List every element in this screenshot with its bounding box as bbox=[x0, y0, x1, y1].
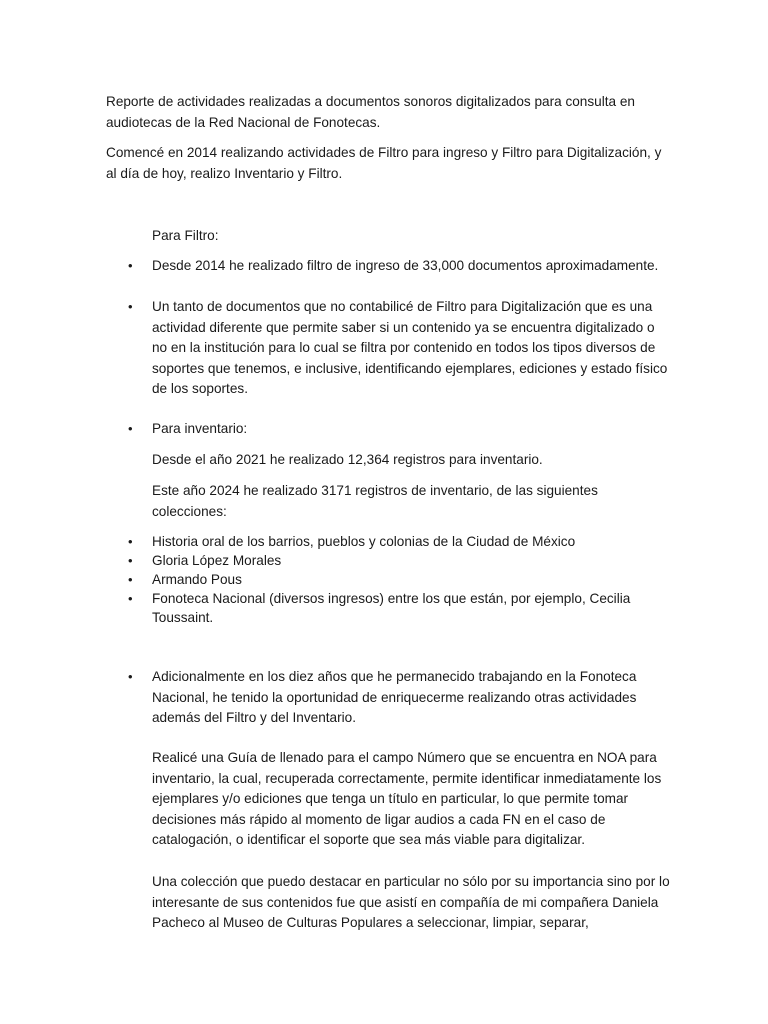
collection-item-2 bbox=[128, 551, 672, 570]
bullet-icon: • bbox=[128, 258, 133, 273]
filtro-item-text: Desde 2014 he realizado filtro de ingreso de 33,000 documentos aproximadamente. bbox=[152, 258, 659, 273]
bullet-icon: • bbox=[128, 534, 133, 549]
collection-item-text: Fonoteca Nacional (diversos ingresos) entre los que están, por ejemplo, Cecilia Toussaint. bbox=[152, 591, 631, 625]
coleccion-paragraph: Una colección que puedo destacar en particular no sólo por su importancia sino por lo interesante de sus contenidos fue que asistí en compañía de mi compañera Daniela Pacheco al Museo de Culturas Populares a seleccionar, limpiar, separar, bbox=[152, 874, 670, 931]
guia-paragraph: Realicé una Guía de llenado para el campo Número que se encuentra en NOA para inventario, la cual, recuperada correctamente, permite identificar inmediatamente los ejemplares y/o ediciones que tenga un título en particular, lo que permite tomar decisiones más rápido al momento de ligar audios a cada FN en el caso de catalogación, o identificar el soporte que sea más viable para digitalizar. bbox=[152, 750, 662, 848]
collection-item-3 bbox=[128, 570, 672, 589]
filtro-item-2 bbox=[128, 297, 672, 400]
bullet-icon: • bbox=[128, 553, 133, 568]
collection-item-text: Historia oral de los barrios, pueblos y colonias de la Ciudad de México bbox=[152, 534, 576, 549]
collection-item-text: Gloria López Morales bbox=[152, 553, 282, 568]
inventario-since-2021: Desde el año 2021 he realizado 12,364 registros para inventario. bbox=[152, 452, 543, 467]
intro-paragraph: Comencé en 2014 realizando actividades de Filtro para ingreso y Filtro para Digitalización, y al día de hoy, realizo Inventario y Filtro. bbox=[106, 145, 662, 181]
bullet-icon: • bbox=[128, 572, 133, 587]
bullet-icon: • bbox=[128, 299, 133, 314]
inventario-this-year: Este año 2024 he realizado 3171 registros de inventario, de las siguientes colecciones: bbox=[152, 483, 598, 519]
inventario-heading: Para inventario: bbox=[152, 421, 248, 436]
adicional-item bbox=[128, 667, 672, 729]
filtro-heading: Para Filtro: bbox=[152, 228, 219, 243]
collection-item-4 bbox=[128, 589, 672, 627]
collection-item-1 bbox=[128, 532, 672, 551]
bullet-icon: • bbox=[128, 591, 133, 606]
adicional-item-text: Adicionalmente en los diez años que he permanecido trabajando en la Fonoteca Nacional, he tenido la oportunidad de enriquecerme realizando otras actividades además del Filtro y del Inventario. bbox=[152, 669, 637, 726]
report-title: Reporte de actividades realizadas a documentos sonoros digitalizados para consulta en audiotecas de la Red Nacional de Fonotecas. bbox=[106, 94, 635, 130]
inventario-heading-item bbox=[128, 419, 672, 440]
filtro-item-text: Un tanto de documentos que no contabilicé de Filtro para Digitalización que es una actividad diferente que permite saber si un contenido ya se encuentra digitalizado o no en la institución para lo cual se filtra por contenido en todos los tipos diversos de soportes que tenemos, e inclusive, identificando ejemplares, ediciones y estado físico de los soportes. bbox=[152, 299, 668, 397]
bullet-icon: • bbox=[128, 669, 133, 684]
collection-item-text: Armando Pous bbox=[152, 572, 242, 587]
bullet-icon: • bbox=[128, 421, 133, 436]
filtro-item-1 bbox=[128, 256, 672, 277]
